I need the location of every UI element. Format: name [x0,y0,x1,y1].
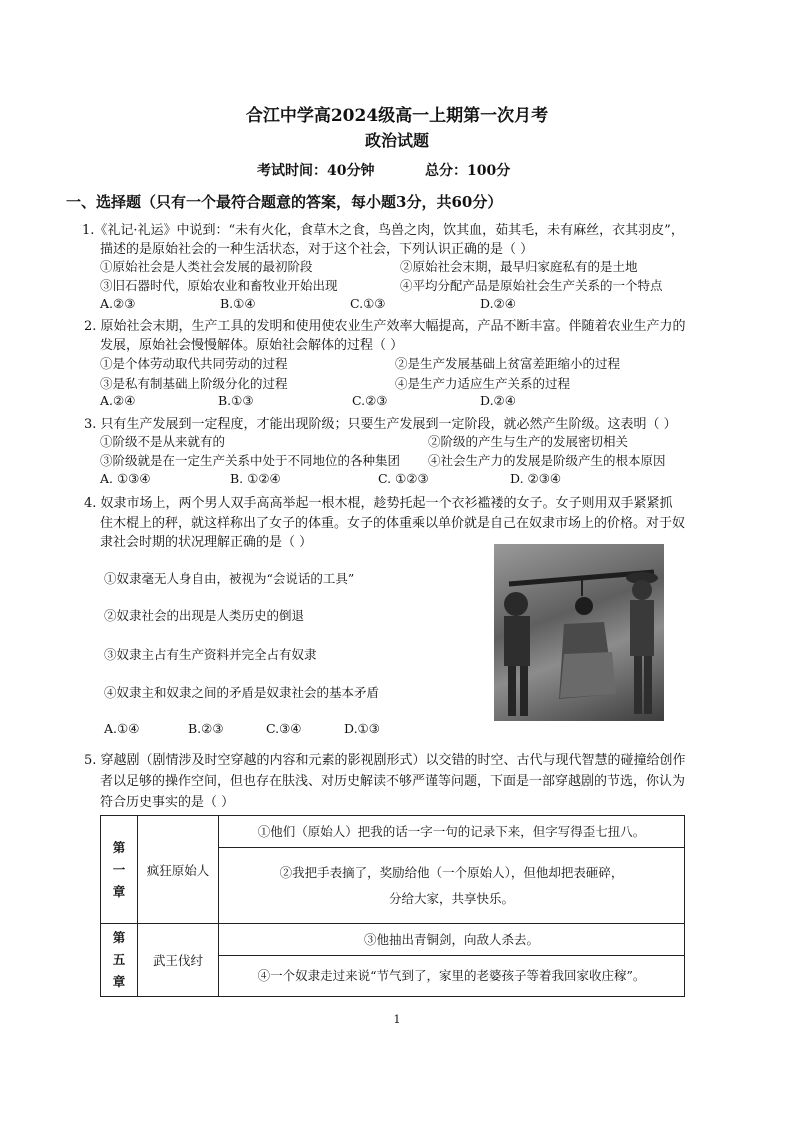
exam-title: 合江中学高2024级高一上期第一次月考 [245,106,549,126]
q2-choice-d: D.②④ [480,393,516,408]
q3-choice-a: A. ①③④ [100,471,151,486]
event-2 [219,848,685,924]
q4-choice-b: B.②③ [188,721,224,736]
q4-stem-line3: 隶社会时期的状况理解正确的是（ ） [100,535,313,550]
q1-choice-c: C.①③ [350,296,386,311]
q4-choice-c: C.③④ [266,721,302,736]
event-2-line2: 分给大家，共享快乐。 [388,890,514,906]
q1-choice-a: A.②③ [100,296,136,311]
q1-choice-d: D.②④ [480,296,516,311]
chapter-1-char-1: 第 [112,839,126,855]
chapter-5-label [101,924,138,997]
chapter-5-char-3: 章 [112,974,126,989]
chapter-5-char-2: 五 [112,952,126,967]
q1-statement-2: ②原始社会末期，最早归家庭私有的是土地 [400,259,638,274]
q4-statement-2: ②奴隶社会的出现是人类历史的倒退 [104,608,305,623]
chapter-1-label [101,816,138,924]
exam-time: 考试时间：40分钟 [257,163,375,179]
q3-choice-d: D. ②③④ [510,471,562,486]
q4-statement-1: ①奴隶毫无人身自由，被视为“会说话的工具” [104,571,355,586]
q3-choice-b: B. ①②④ [230,471,281,486]
q1-statement-1: ①原始社会是人类社会发展的最初阶段 [100,259,313,274]
chapter-5-char-1: 第 [112,930,126,945]
q3-statement-3: ③阶级就是在一定生产关系中处于不同地位的各种集团 [100,453,401,468]
q3-stem: 3. 只有生产发展到一定程度，才能出现阶级；只要生产发展到一定阶段，就必然产生阶级。这表明（ ） [84,417,677,432]
exam-score: 总分：100分 [425,163,511,179]
photo-figure-illustration [494,544,664,721]
section-heading: 一、选择题（只有一个最符合题意的答案，每小题3分，共60分） [66,193,503,211]
q5-stem-line1: 5. 穿越剧（剧情涉及时空穿越的内容和元素的影视剧形式）以交错的时空、古代与现代智慧的碰撞给创作 [84,753,686,768]
q2-statement-3: ③是私有制基础上阶级分化的过程 [100,376,288,391]
q3-statement-4: ④社会生产力的发展是阶级产生的根本原因 [428,453,666,468]
q3-statement-1: ①阶级不是从来就有的 [100,434,226,449]
q1-statement-3: ③旧石器时代，原始农业和畜牧业开始出现 [100,278,338,293]
q2-statement-4: ④是生产力适应生产关系的过程 [395,376,571,391]
chapter-1-title: 疯狂原始人 [138,816,219,924]
page-number: 1 [393,1013,401,1026]
q3-choice-c: C. ①②③ [378,471,429,486]
q2-stem-line2: 发展，原始社会慢慢解体。原始社会解体的过程（ ） [100,338,404,353]
q2-choice-b: B.①③ [218,393,254,408]
q5-stem-line3: 符合历史事实的是（ ） [100,795,235,810]
q1-stem-line1: 1.《礼记·礼运》中说到：“未有火化，食草木之食，鸟兽之肉，饮其血，茹其毛，未有麻丝，衣其羽皮”， [82,223,684,238]
exam-subtitle: 政治试题 [364,131,429,150]
chapter-5-title: 武王伐纣 [138,924,219,997]
q4-stem-line1: 4. 奴隶市场上，两个男人双手高高举起一根木棍，趁势托起一个衣衫褴褛的女子。女子则用双手紧紧抓 [84,496,673,511]
q4-statement-4: ④奴隶主和奴隶之间的矛盾是奴隶社会的基本矛盾 [104,685,380,700]
q1-choice-b: B.①④ [220,296,256,311]
chapter-1-char-2: 一 [112,861,126,877]
q5-stem-line2: 者以足够的操作空间，但也存在肤浅、对历史解读不够严谨等问题，下面是一部穿越剧的节选，你认为 [100,774,686,789]
q2-stem-line1: 2. 原始社会末期，生产工具的发明和使用使农业生产效率大幅提高，产品不断丰富。伴随着农业生产力的 [84,319,686,334]
q4-choice-a: A.①④ [104,721,140,736]
q3-statement-2: ②阶级的产生与生产的发展密切相关 [428,434,629,449]
chapter-1-char-3: 章 [112,883,126,899]
q1-stem-line2: 描述的是原始社会的一种生活状态，对于这个社会，下列认识正确的是（ ） [100,242,534,257]
q2-choice-a: A.②④ [100,393,136,408]
q4-stem-line2: 住木棍上的秤，就这样称出了女子的体重。女子的体重乘以单价就是自己在奴隶市场上的价格。对于奴 [100,516,686,531]
q2-statement-2: ②是生产发展基础上贫富差距缩小的过程 [395,356,621,371]
q4-statement-3: ③奴隶主占有生产资料并完全占有奴隶 [104,647,317,662]
event-3: ③他抽出青铜剑，向敌人杀去。 [219,924,685,956]
event-4: ④一个奴隶走过来说“节气到了，家里的老婆孩子等着我回家收庄稼”。 [219,956,685,997]
q1-statement-4: ④平均分配产品是原始社会生产关系的一个特点 [400,278,663,293]
event-1: ①他们（原始人）把我的话一字一句的记录下来，但字写得歪七扭八。 [219,816,685,848]
drama-excerpt-table [100,815,685,997]
event-2-line1: ②我把手表摘了，奖励给他（一个原始人），但他却把表砸碎， [279,864,624,880]
q4-choice-d: D.①③ [344,721,380,736]
q2-choice-c: C.②③ [352,393,388,408]
slave-market-photo [494,544,664,721]
q2-statement-1: ①是个体劳动取代共同劳动的过程 [100,356,288,371]
